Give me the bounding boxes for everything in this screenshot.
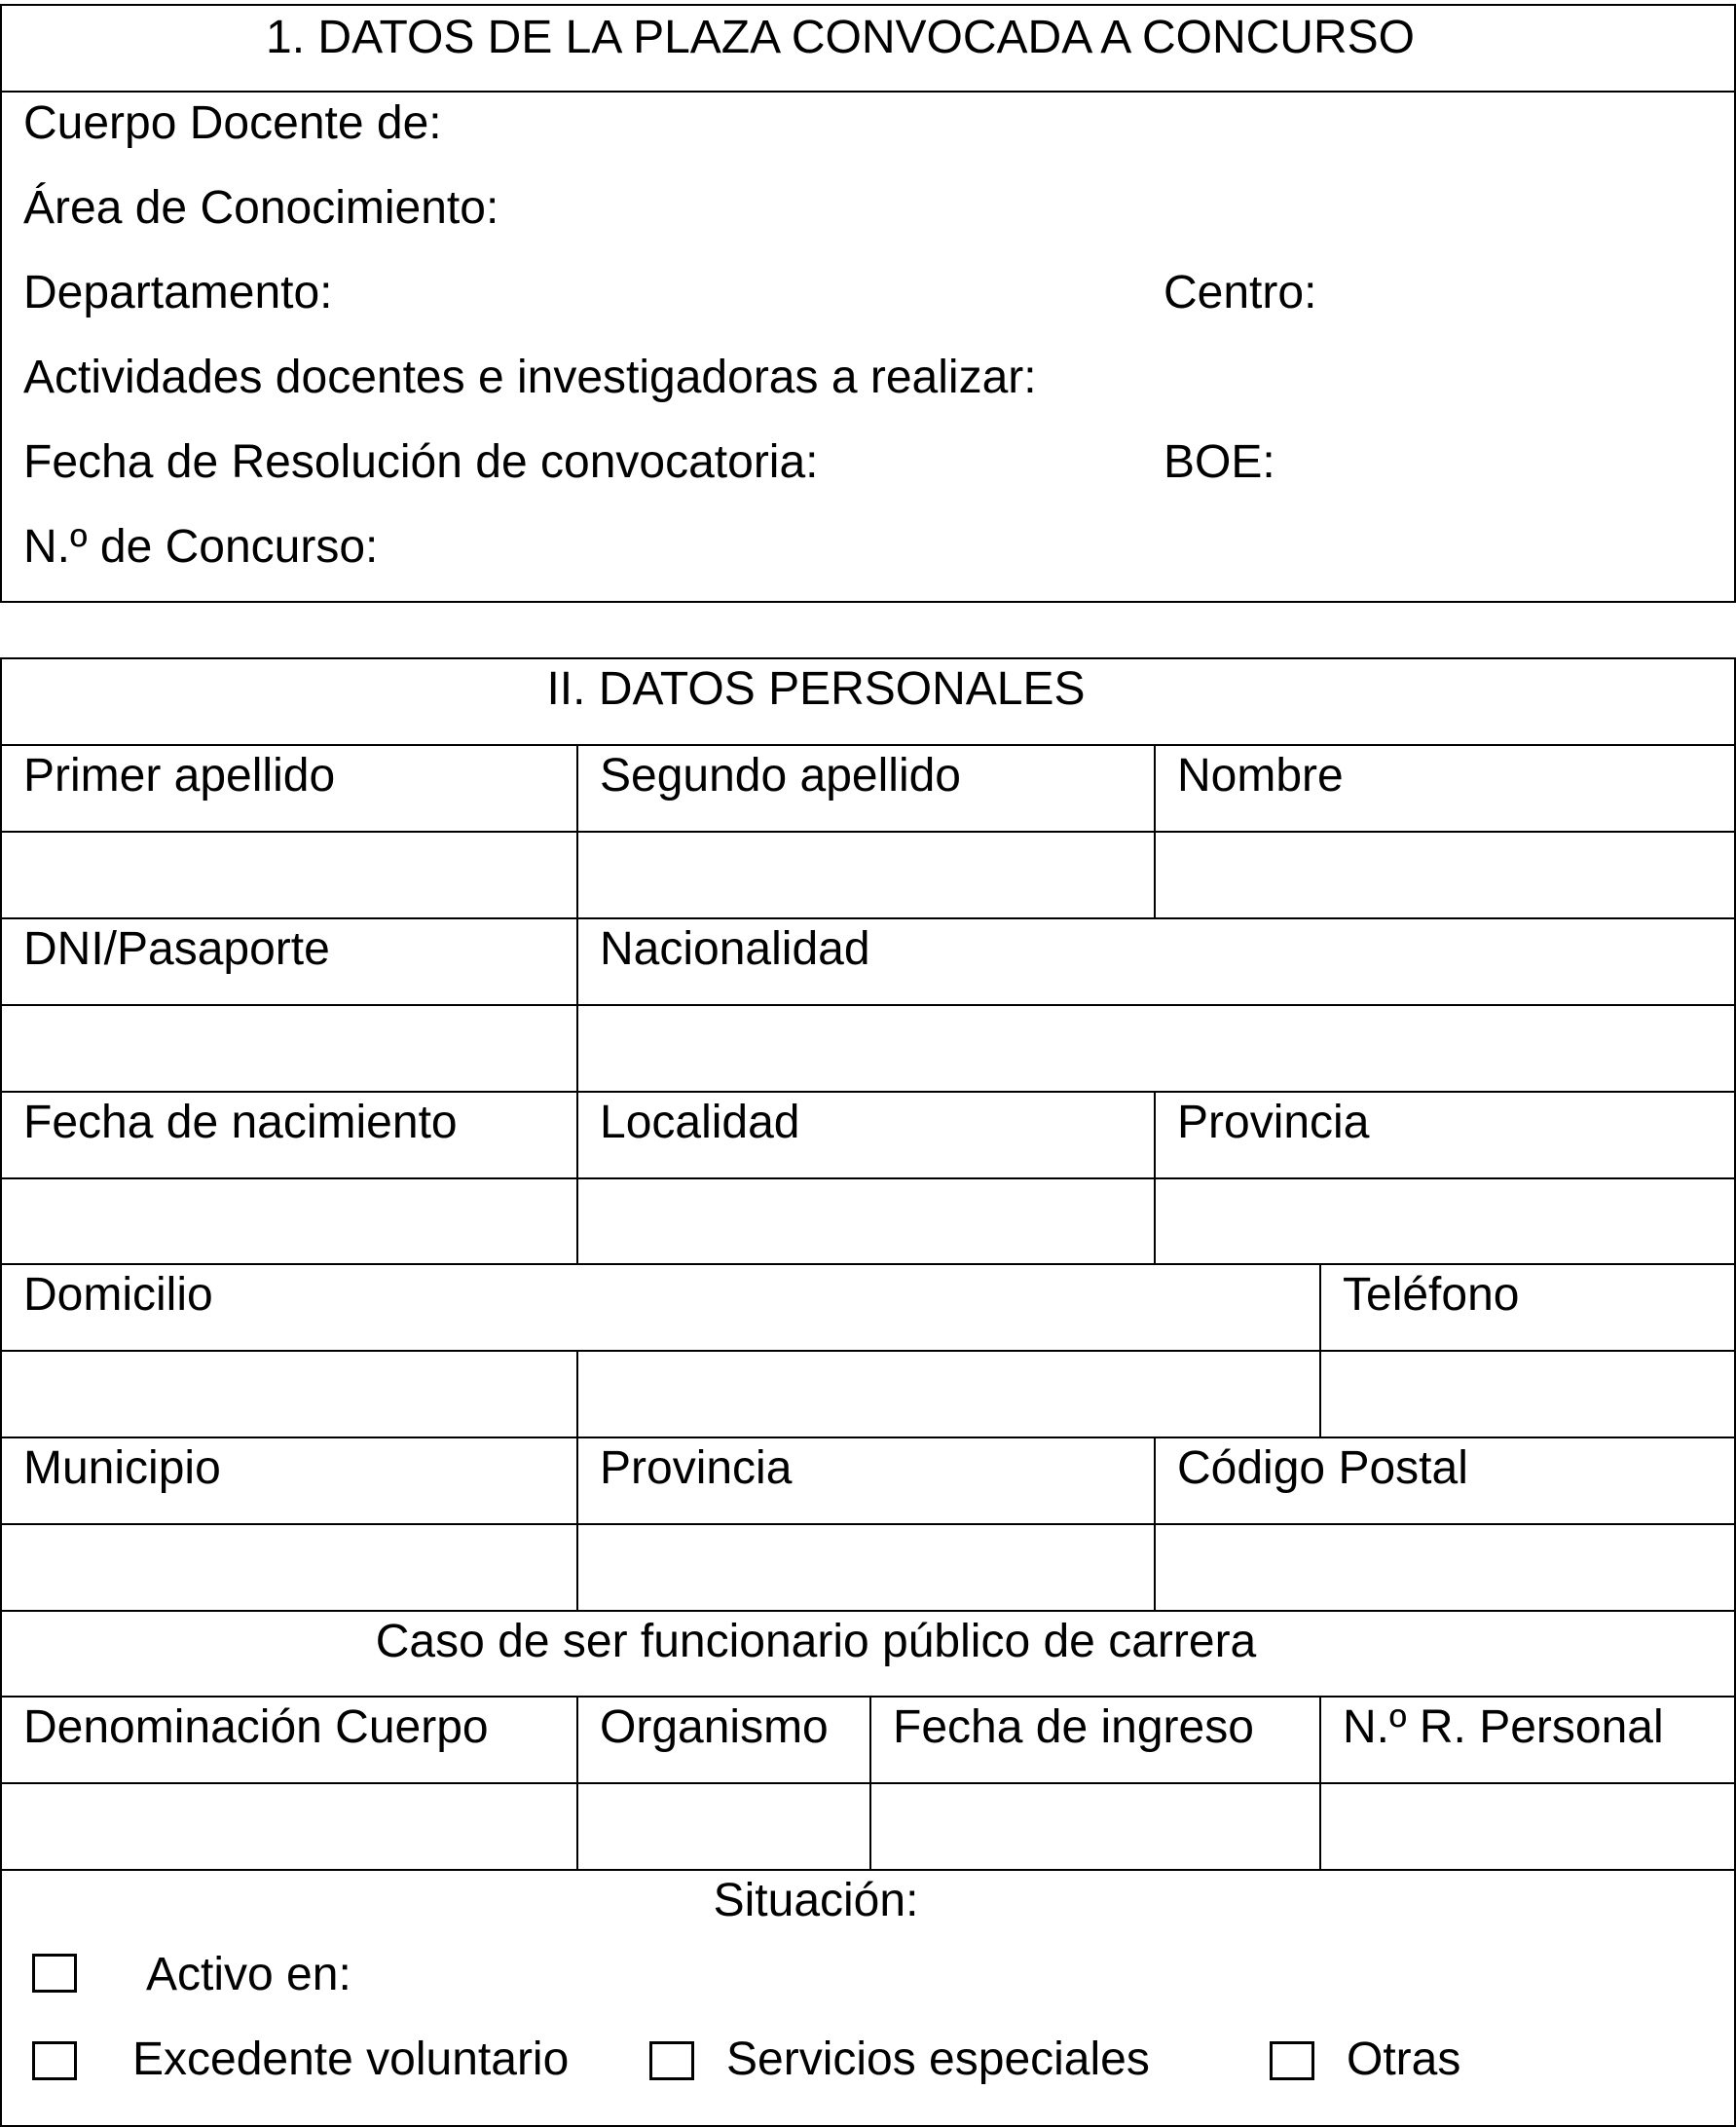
nombre-field[interactable] bbox=[1156, 833, 1734, 917]
localidad-field[interactable] bbox=[578, 1179, 1154, 1263]
row-divider bbox=[0, 1610, 1736, 1612]
excedente-checkbox[interactable] bbox=[32, 2041, 77, 2080]
section1-title-divider bbox=[0, 91, 1736, 93]
domicilio-field-b[interactable] bbox=[578, 1352, 1319, 1437]
num-registro-field[interactable] bbox=[1321, 1784, 1734, 1869]
departamento-label: Departamento: bbox=[23, 267, 333, 318]
telefono-field[interactable] bbox=[1321, 1352, 1734, 1437]
provincia-nacimiento-label: Provincia bbox=[1177, 1097, 1370, 1148]
provincia-domicilio-label: Provincia bbox=[600, 1442, 793, 1494]
codigo-postal-label: Código Postal bbox=[1177, 1442, 1468, 1494]
num-concurso-label: N.º de Concurso: bbox=[23, 521, 379, 573]
situacion-label: Situación: bbox=[713, 1875, 919, 1926]
activo-label: Activo en: bbox=[146, 1949, 351, 2000]
domicilio-field-a[interactable] bbox=[2, 1352, 576, 1437]
denominacion-cuerpo-field[interactable] bbox=[2, 1784, 576, 1869]
fecha-ingreso-field[interactable] bbox=[871, 1784, 1319, 1869]
denominacion-cuerpo-label: Denominación Cuerpo bbox=[23, 1701, 489, 1753]
area-conocimiento-label: Área de Conocimiento: bbox=[23, 182, 499, 234]
boe-label: BOE: bbox=[1163, 436, 1275, 488]
nacionalidad-field[interactable] bbox=[578, 1006, 1734, 1091]
row-divider bbox=[0, 917, 1736, 919]
provincia-domicilio-field[interactable] bbox=[578, 1525, 1154, 1610]
otras-checkbox[interactable] bbox=[1270, 2041, 1314, 2080]
primer-apellido-label: Primer apellido bbox=[23, 750, 336, 802]
municipio-label: Municipio bbox=[23, 1442, 221, 1494]
segundo-apellido-label: Segundo apellido bbox=[600, 750, 961, 802]
servicios-checkbox[interactable] bbox=[649, 2041, 694, 2080]
organismo-label: Organismo bbox=[600, 1701, 829, 1753]
codigo-postal-field[interactable] bbox=[1156, 1525, 1734, 1610]
num-registro-label: N.º R. Personal bbox=[1343, 1701, 1664, 1753]
row-divider bbox=[0, 1437, 1736, 1438]
section2-title: II. DATOS PERSONALES bbox=[546, 663, 1086, 715]
dni-label: DNI/Pasaporte bbox=[23, 923, 330, 975]
section1-title: 1. DATOS DE LA PLAZA CONVOCADA A CONCURSO bbox=[266, 12, 1415, 63]
excedente-label: Excedente voluntario bbox=[132, 2034, 570, 2085]
row-divider bbox=[0, 1263, 1736, 1265]
centro-label: Centro: bbox=[1163, 267, 1317, 318]
telefono-label: Teléfono bbox=[1343, 1269, 1520, 1321]
funcionario-header: Caso de ser funcionario público de carrera bbox=[375, 1616, 1257, 1667]
localidad-label: Localidad bbox=[600, 1097, 800, 1148]
activo-checkbox[interactable] bbox=[32, 1954, 77, 1993]
organismo-field[interactable] bbox=[578, 1784, 869, 1869]
row-divider bbox=[0, 744, 1736, 746]
domicilio-label: Domicilio bbox=[23, 1269, 213, 1321]
fecha-resolucion-label: Fecha de Resolución de convocatoria: bbox=[23, 436, 819, 488]
provincia-nacimiento-field[interactable] bbox=[1156, 1179, 1734, 1263]
primer-apellido-field[interactable] bbox=[2, 833, 576, 917]
segundo-apellido-field[interactable] bbox=[578, 833, 1154, 917]
fecha-nacimiento-label: Fecha de nacimiento bbox=[23, 1097, 458, 1148]
servicios-label: Servicios especiales bbox=[726, 2034, 1150, 2085]
row-divider bbox=[0, 1696, 1736, 1698]
municipio-field[interactable] bbox=[2, 1525, 576, 1610]
row-divider bbox=[0, 1091, 1736, 1093]
nacionalidad-label: Nacionalidad bbox=[600, 923, 870, 975]
fecha-ingreso-label: Fecha de ingreso bbox=[893, 1701, 1254, 1753]
cuerpo-docente-label: Cuerpo Docente de: bbox=[23, 97, 442, 149]
actividades-label: Actividades docentes e investigadoras a realizar: bbox=[23, 352, 1037, 403]
otras-label: Otras bbox=[1347, 2034, 1461, 2085]
dni-field[interactable] bbox=[2, 1006, 576, 1091]
row-divider bbox=[0, 1869, 1736, 1871]
fecha-nacimiento-field[interactable] bbox=[2, 1179, 576, 1263]
nombre-label: Nombre bbox=[1177, 750, 1344, 802]
